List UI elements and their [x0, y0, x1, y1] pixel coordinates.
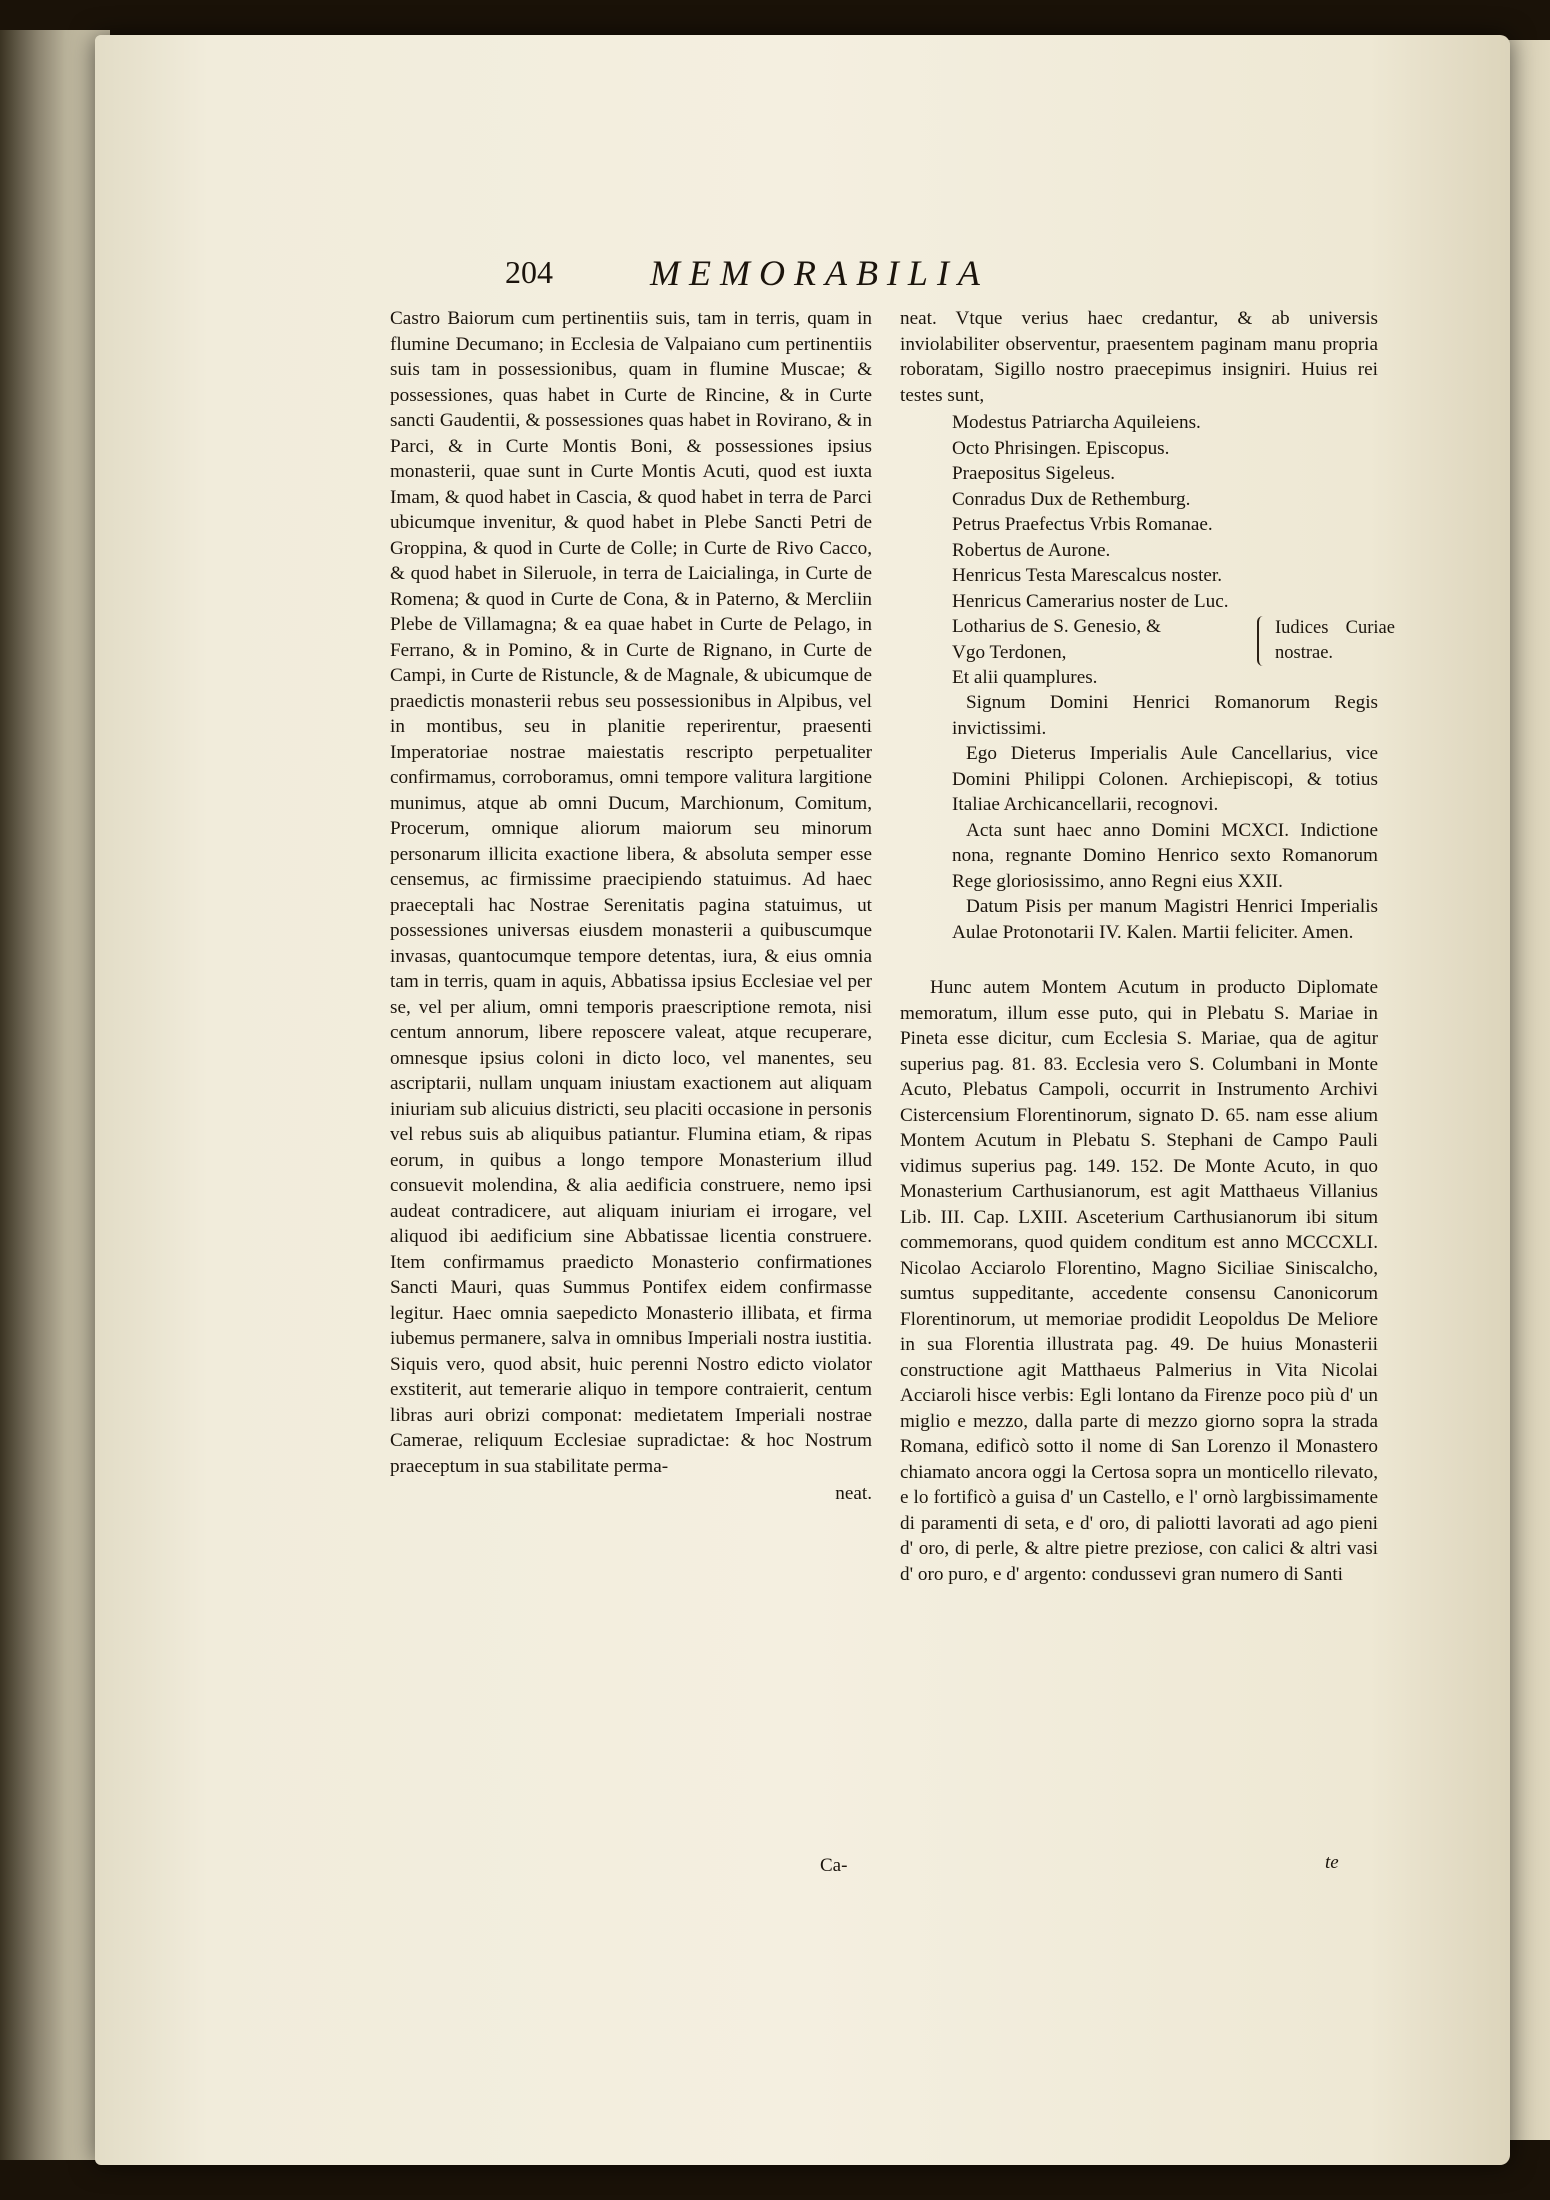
- witness-item: Conradus Dux de Rethemburg.: [952, 488, 1191, 510]
- running-title: MEMORABILIA: [650, 253, 989, 293]
- witness-item: Octo Phrisingen. Episcopus.: [952, 437, 1170, 459]
- commentary-paragraph: Hunc autem Montem Acutum in producto Diplomate memoratum, illum esse puto, qui in Plebatu S. Mariae in Pineta esse dicitur, cum Ecclesia S. Mariae, qua de agitur superius pag. 81. 83. Ecclesia vero S. Columbani in Monte Acuto, Plebatus Campoli, occurrit in Instrumento Archivi Cistercensium Florentinorum, signato D. 65. nam esse alium Montem Acutum in Plebatu S. Stephani de Campo Pauli vidimus superius pag. 149. 152. De Monte Acuto, in quo Monasterium Carthusianorum, est agit Matthaeus Villanius Lib. III. Cap. LXIII. Asceterium Carthusianorum ibi situm commemorans, quod quidem conditum est anno MCCCXLI. Nicolao Acciarolo Florentino, Magno Siciliae Siniscalcho, sumtus suppeditante, accedente consensu Canonicorum Florentinorum, ut memoriae prodidit Leopoldus De Meliore in sua Florentia illustrata pag. 49. De huius Monasterii constructione agit Matthaeus Palmerius in Vita Nicolai Acciaroli hisce verbis: Egli lontano da Firenze poco più d' un miglio e mezzo, dalla parte di mezzo giorno sopra la strada Romana, edificò sotto il nome di San Lorenzo il Monastero chiamato ancora oggi la Certosa sopra un monticello rilevato, e lo fortificò a guisa d' un Castello, e l' ornò largbissimamente di paramenti di seta, e d' oro, di paliotti lavorati ad ago pieni d' oro, di perle, & altre pietre preziose, con calici & altri vasi d' oro puro, e d' argento: condussevi gran numero di Santi: [900, 977, 1378, 1585]
- right-column: [900, 306, 1395, 1587]
- witness-item: Henricus Testa Marescalcus noster.: [952, 565, 1223, 586]
- witness-item: Modestus Patriarcha Aquileiens.: [952, 412, 1201, 433]
- charter-closing: neat. Vtque verius haec credantur, & ab universis inviolabiliter observentur, praesentem paginam manu propria roboratam, Sigillo nostro praecepimus insigniri. Huius rei testes sunt,: [900, 308, 1378, 406]
- witness-item: Praepositus Sigeleus.: [952, 463, 1116, 484]
- judges-group: [952, 614, 1395, 690]
- right-catchword: te: [1325, 1852, 1339, 1873]
- witness-list: [952, 410, 1395, 945]
- faint-catchword-left: Ca-: [820, 1855, 848, 1876]
- witness-item: Petrus Praefectus Vrbis Romanae.: [952, 514, 1213, 535]
- page-header: [505, 252, 1205, 302]
- page-number: 204: [505, 254, 553, 290]
- left-catchword: neat.: [835, 1483, 872, 1504]
- witness-item: Et alii quamplures.: [952, 667, 1098, 688]
- book-edge-left: [0, 30, 110, 2160]
- datum-line: Datum Pisis per manum Magistri Henrici Imperialis Aulae Protonotarii IV. Kalen. Martii feliciter. Amen.: [952, 896, 1378, 943]
- witness-item: Vgo Terdonen,: [952, 641, 1067, 663]
- judges-bracket-note: Iudices Curiae nostrae.: [1257, 616, 1395, 666]
- left-column-text: Castro Baiorum cum pertinentiis suis, tam in terris, quam in flumine Decumano; in Ecclesia de Valpaiano cum pertinentiis suis tam in possessionibus, quam in flumine Muscae; & possessiones, quas habet in Curte de Rincine, & in Curte sancti Gaudentii, & possessiones quas habet in Rovirano, & in Parci, & in Curte Montis Boni, & possessiones ipsius monasterii, quae sunt in Curte Montis Acuti, quod est iuxta Imam, & quod habet in Cascia, & quod habet in terra de Parci ubicumque invenitur, & quod habet in Plebe Sancti Petri de Groppina, & quod in Curte de Colle; in Curte de Rivo Cacco, & quod habet in Sileruole, in terra de Laicialinga, in Curte de Romena; & quod in Curte de Cona, & in Paterno, & Mercliin Plebe de Villamagna; & ea quae habet in Curte de Pelago, in Ferrano, & in Pomino, & in Curte de Rignano, in Curte de Campi, in Curte de Ristuncle, & de Magnale, & ubicumque de praedictis monasterii rebus seu possessionibus in Alpibus, vel in montibus, seu in planitie reperirentur, praesenti Imperatoriae nostrae maiestatis rescripto perpetualiter confirmamus, corroboramus, omni tempore valitura largitione munimus, atque ab omni Ducum, Marchionum, Comitum, Procerum, omnique aliorum maiorum seu minorum personarum illicita exactione libera, & absoluta semper esse censemus, ac firmissime praecipiendo statuimus. Ad haec praeceptali hac Nostrae Serenitatis pagina statuimus, ut possessiones universas eiusdem monasterii a quibuscumque invasas, quantocumque tempore detentas, iura, & eius omnia tam in terris, quam in aquis, Abbatissa ipsius Ecclesiae vel per se, vel per alium, omni temporis praescriptione remota, nisi centum annorum, libere reposcere valeat, atque recuperare, omnesque ipsius coloni in dicto loco, vel manentes, seu ascriptarii, nullam unquam iniustam exactionem aut aliquam iniuriam sub alicuius districti, seu placiti occasione in personis vel rebus suis ab aliquibus patiantur. Flumina etiam, & ripas eorum, in quibus a longo tempore Monasterium illud consuevit molendina, & alia aedificia construere, nemo ipsi audeat contradicere, aut aliquam iniuriam ei irrogare, vel aliquod ibi aedificium sine Abbatissae licentia construere. Item confirmamus praedicto Monasterio confirmationes Sancti Mauri, quas Summus Pontifex eidem confirmasse legitur. Haec omnia saepedicto Monasterio illibata, et firma iubemus permanere, salva in omnibus Imperiali nostra iustitia. Siquis vero, quod absit, huic perenni Nostro edicto violator exstiterit, aut temerarie aliquo in tempore contraierit, centum libras auri obrizi componat: medietatem Imperiali nostrae Camerae, reliquum Ecclesiae supradictae: & hoc Nostrum praeceptum in sua stabilitate perma-: [390, 308, 872, 1477]
- acta-line: Acta sunt haec anno Domini MCXCI. Indictione nona, regnante Domino Henrico sexto Romanorum Rege gloriosissimo, anno Regni eius XXII.: [952, 819, 1378, 892]
- witness-item: Robertus de Aurone.: [952, 539, 1111, 561]
- witness-item: Lotharius de S. Genesio, &: [952, 616, 1161, 637]
- chancellor-line: Ego Dieterus Imperialis Aule Cancellarius, vice Domini Philippi Colonen. Archiepiscopi, & totius Italiae Archicancellarii, recognovi.: [952, 743, 1378, 815]
- left-column: [390, 306, 872, 1507]
- witness-item: Henricus Camerarius noster de Luc.: [952, 590, 1229, 612]
- signum-line: Signum Domini Henrici Romanorum Regis invictissimi.: [952, 692, 1378, 739]
